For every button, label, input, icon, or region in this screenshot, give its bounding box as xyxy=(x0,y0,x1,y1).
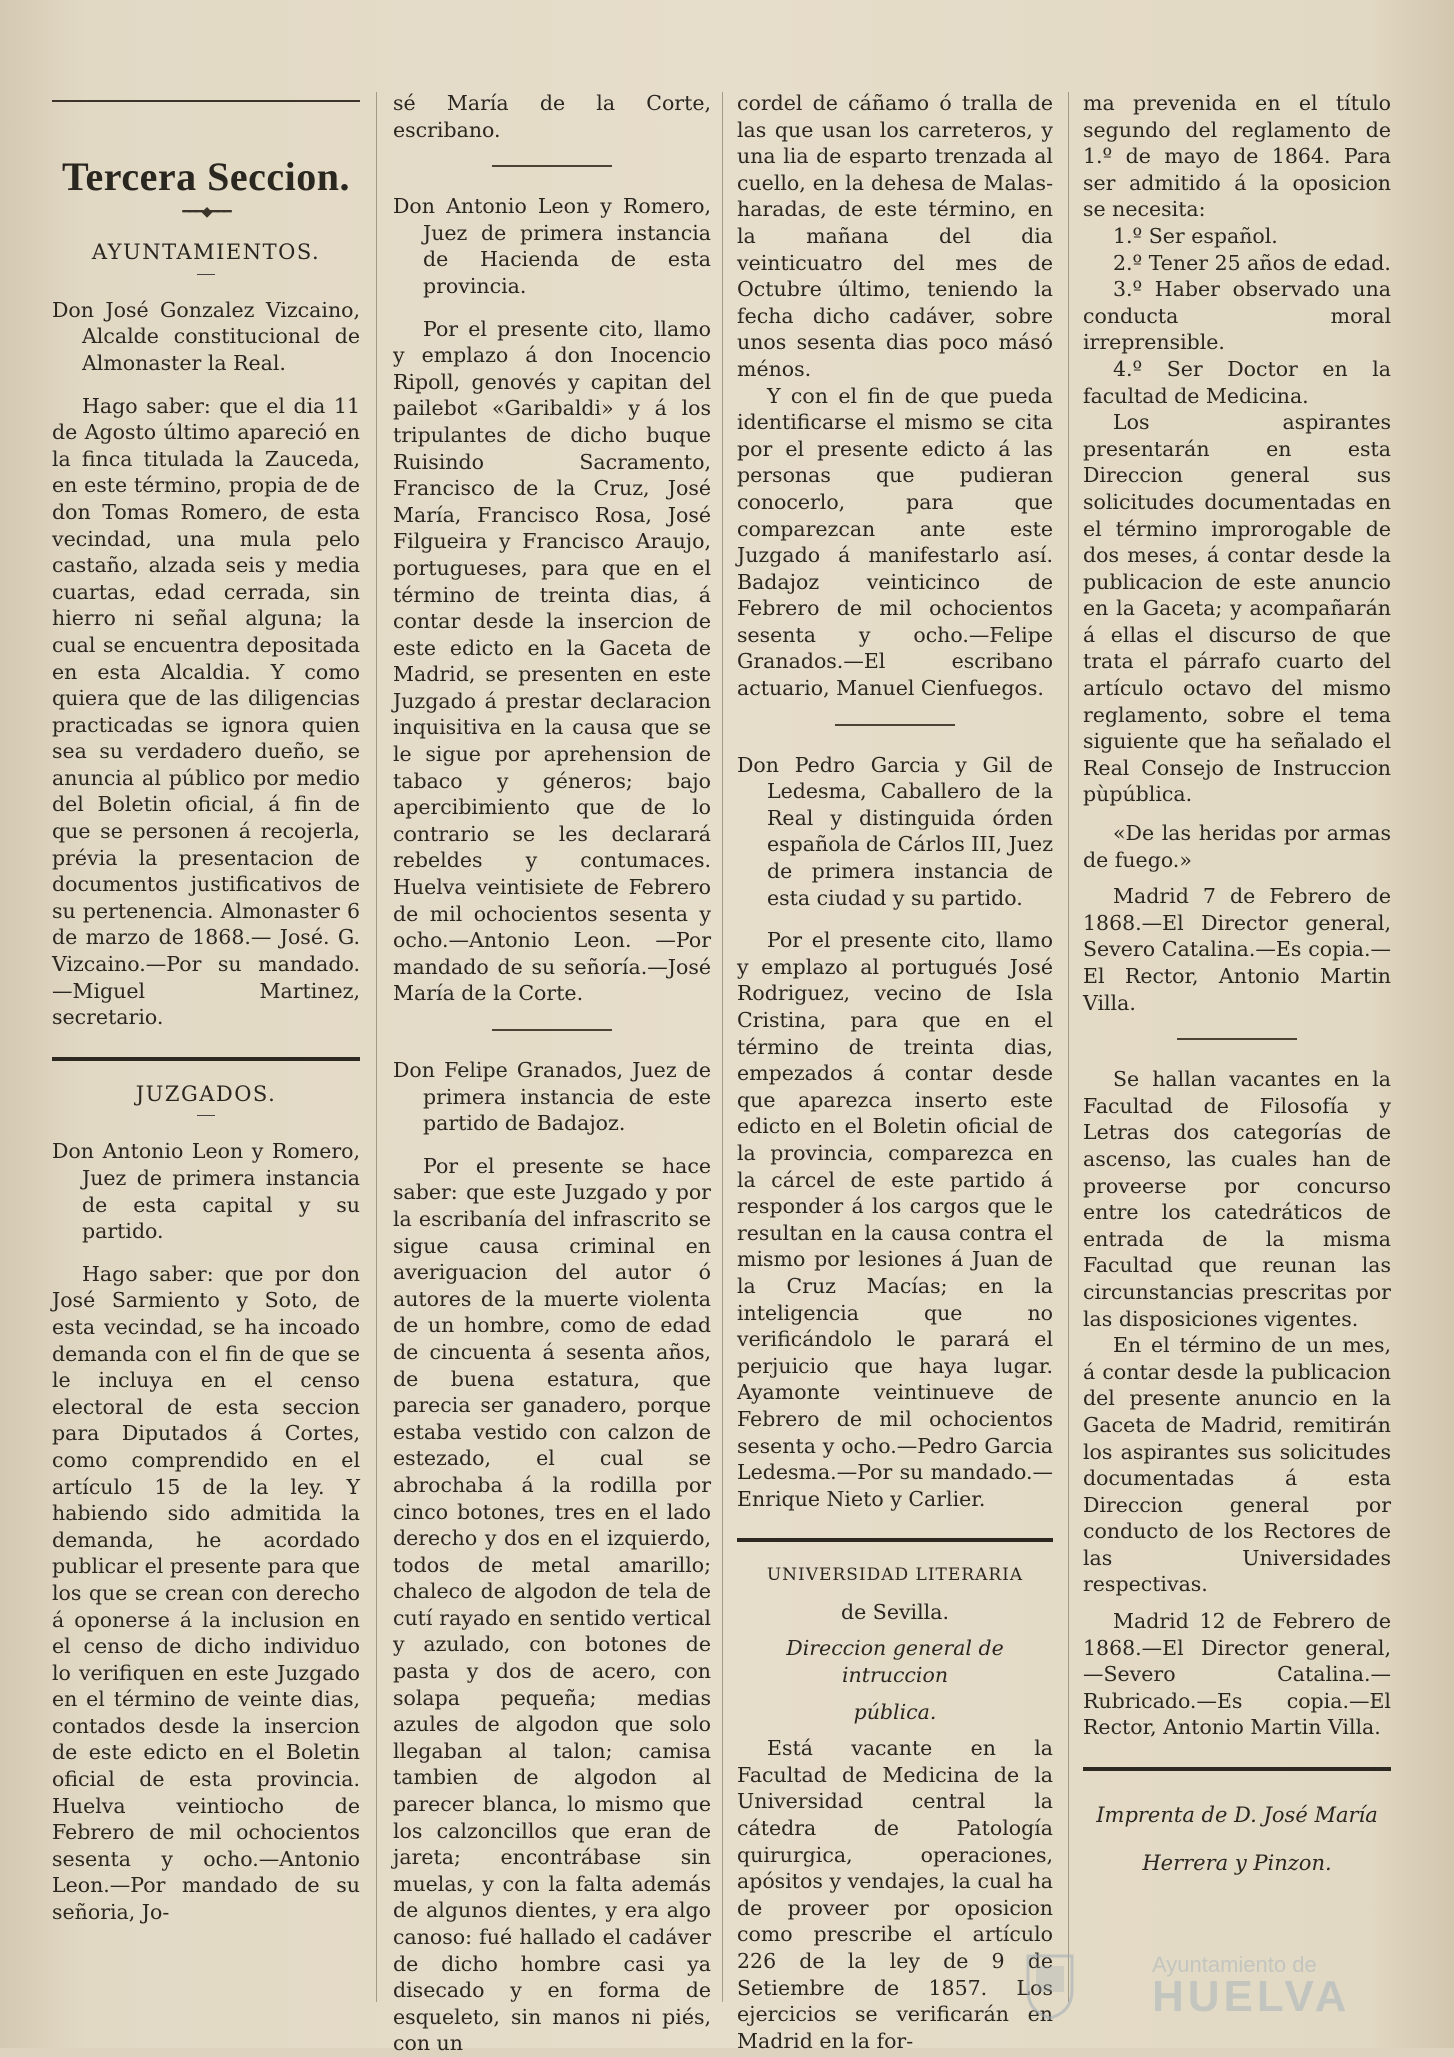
edict-header: Don Pedro Garcia y Gil de Ledesma, Caballero de la Real y distinguida órden española de Cárlos III, Juez de primera instancia de esta ciudad y su partido. xyxy=(737,752,1053,910)
watermark-line: Ayuntamiento de xyxy=(1152,1952,1317,1977)
signature-block: Madrid 12 de Febrero de 1868.—El Director general, —Severo Catalina.—Rubricado.—Es copia.—El Rector, Antonio Martin Villa. xyxy=(1083,1609,1391,1740)
section-title: Tercera Seccion. xyxy=(62,154,350,199)
edict-header: Don José Gonzalez Vizcaino, Alcalde constitucional de Almonaster la Real. xyxy=(52,297,360,375)
section-rule xyxy=(1083,1767,1391,1771)
column-2 xyxy=(393,90,711,2056)
edict-header: Don Felipe Granados, Juez de primera instancia de este partido de Badajoz. xyxy=(393,1058,711,1136)
column-divider xyxy=(376,92,377,2002)
separator-rule xyxy=(835,724,955,726)
separator-rule xyxy=(1177,1038,1297,1040)
section-rule xyxy=(737,1538,1053,1542)
continued-text: cordel de cáñamo ó tralla de las que usan los carreteros, y una lia de esparto trenzada al cuello, en la dehesa de Malas-haradas, de este término, en la mañana del dia veinticuatro del mes de Octubre último, teniendo la fecha dicho cadáver, sobre unos sesenta dias poco másó ménos. xyxy=(737,91,1053,381)
section-rule xyxy=(52,1057,360,1061)
ornament-divider: ━━━◆━━━ xyxy=(182,203,230,220)
edict-body: Por el presente se hace saber: que este Juzgado y por la escribanía del infrascrito se sigue causa criminal en averiguacion del autor ó autores de la muerte violenta de un hombre, como de edad de cincuenta á sesenta años, de buena estatura, que parecia ser ganadero, porque estaba vestido con calzon de estezado, el cual se abrochaba á la rodilla por cinco botones, tres en el lado derecho y dos en el izquierdo, todos de metal amarillo; chaleco de algodon de tela de cutí rayado en sentido vertical y azulado, con botones de pasta y dos de acero, con solapa pequeña; medias azules de algodon que solo llegaban al talon; camisa tambien de algodon al parecer blanca, lo mismo que los calzoncillos que eran de jareta; encontrábase sin muelas, y con la falta además de algunos dientes, y era algo canoso: fué hallado el cadáver de dicho hombre casi ya disecado y en forma de esqueleto, sin manos ni piés, con un xyxy=(393,1153,711,2056)
column-3 xyxy=(737,90,1053,2053)
archive-watermark xyxy=(1024,1950,1384,2020)
dash-divider xyxy=(197,274,215,275)
separator-rule xyxy=(492,165,612,167)
watermark-line: HUELVA xyxy=(1152,1972,1351,2021)
requirement-item: 4.º Ser Doctor en la facultad de Medicina. xyxy=(1083,356,1391,408)
direction-line: pública. xyxy=(853,1699,937,1724)
requirement-item: 2.º Tener 25 años de edad. xyxy=(1113,250,1391,275)
top-rule xyxy=(52,100,360,102)
dash-divider xyxy=(197,1115,215,1116)
announcement-body: Los aspirantes presentarán en esta Direccion general sus solicitudes documentadas en el término improrogable de dos meses, á contar desde la publicacion de este anuncio en la Gaceta; y acompañarán á ellas el discurso de que trata el párrafo cuarto del artículo octavo del mismo reglamento, sobre el tema siguiente que ha señalado el Real Consejo de Instruccion pùpública. xyxy=(1083,410,1391,807)
column-1 xyxy=(52,90,360,2020)
edict-header: Don Antonio Leon y Romero, Juez de primera instancia de esta capital y su partido. xyxy=(52,1139,360,1244)
university-city: de Sevilla. xyxy=(841,1599,949,1624)
edict-body: Hago saber: que el dia 11 de Agosto último apareció en la finca titulada la Zauceda, en este término, propia de de don Tomas Romero, de esta vecindad, una mula pelo castaño, alzada seis y media cuartas, edad cerrada, sin hierro ni señal alguna; la cual se encuentra depositada en esta Alcaldia. Y como quiera que de las diligencias practicadas se ignora quien sea su verdadero dueño, se anuncia al público por medio del Boletin oficial, á fin de que se personen á recojerla, prévia la presentacion de documentos justificativos de su pertenencia. Almonaster 6 de marzo de 1868.— José. G. Vizcaino.—Por su mandado.—Miguel Martinez, secretario. xyxy=(52,393,360,1030)
ayuntamientos-heading: AYUNTAMIENTOS. xyxy=(91,240,321,265)
edict-body: Y con el fin de que pueda identificarse el mismo se cita por el presente edicto á las personas que pudieran conocerlo, para que comparezcan ante este Juzgado á manifestarlo así. Badajoz veinticinco de Febrero de mil ochocientos sesenta y ocho.—Felipe Granados.—El escribano actuario, Manuel Cienfuegos. xyxy=(737,383,1053,701)
column-divider xyxy=(722,92,723,2002)
edict-body: Hago saber: que por don José Sarmiento y Soto, de esta vecindad, se ha incoado demanda con el fin de que se le incluya en el censo electoral de esta seccion para Diputados á Cortes, como comprendido en el artículo 15 de la ley. Y habiendo sido admitida la demanda, he acordado publicar el presente para que los que se crean con derecho á oponerse á la inclusion en el censo de dicho individuo lo verifiquen en este Juzgado en el término de veinte dias, contados desde la insercion de este edicto en el Boletin oficial de esta provincia. Huelva veintiocho de Febrero de mil ochocientos sesenta y ocho.—Antonio Leon.—Por mandado de su señoria, Jo- xyxy=(52,1261,360,1925)
announcement-body: En el término de un mes, á contar desde la publicacion del presente anuncio en la Gaceta de Madrid, remitirán los aspirantes sus solicitudes documentadas á esta Direccion general por conducto de los Rectores de las Universidades respectivas. xyxy=(1083,1333,1391,1597)
continued-text: ma prevenida en el título segundo del reglamento de 1.º de mayo de 1864. Para ser admitido á la oposicion se necesita: xyxy=(1083,91,1391,222)
juzgados-heading: JUZGADOS. xyxy=(135,1081,277,1106)
requirement-item: 1.º Ser español. xyxy=(1113,223,1278,248)
exam-theme: «De las heridas por armas de fuego.» xyxy=(1083,821,1391,872)
direction-line: Direccion general de intruccion xyxy=(786,1636,1004,1688)
announcement-body: Está vacante en la Facultad de Medicina de la Universidad central la cátedra de Patología quirurgica, operaciones, apósitos y vendajes, la cual ha de proveer por oposicion como prescribe el artículo 226 de la ley de 9 de Setiembre de 1857. Los ejercicios se verificarán en Madrid en la for- xyxy=(737,1736,1053,2053)
imprint xyxy=(1083,1791,1391,1887)
column-divider xyxy=(1068,92,1069,2002)
continued-text: sé María de la Corte, escribano. xyxy=(393,91,711,142)
university-heading: UNIVERSIDAD LITERARIA xyxy=(766,1565,1024,1586)
announcement-body: Se hallan vacantes en la Facultad de Filosofía y Letras dos categorías de ascenso, las cuales han de proveerse por concurso entre los catedráticos de entrada de la misma Facultad que reunan las circunstancias prescritas por las disposiciones vigentes. xyxy=(1083,1067,1391,1331)
edict-body: Por el presente cito, llamo y emplazo al portugués José Rodriguez, vecino de Isla Cristina, para que en el término de treinta dias, empezados á contar desde que aparezca inserto este edicto en el Boletin oficial de la provincia, comparezca en la cárcel de este partido á responder á los cargos que le resultan en la causa contra el mismo por lesiones á Juan de la Cruz Macías; en la inteligencia que no verificándolo le parará el perjuicio que haya lugar. Ayamonte veintinueve de Febrero de mil ochocientos sesenta y ocho.—Pedro Garcia Ledesma.—Por su mandado.— Enrique Nieto y Carlier. xyxy=(737,928,1053,1511)
requirement-item: 3.º Haber observado una conducta moral irreprensible. xyxy=(1083,277,1391,355)
signature-block: Madrid 7 de Febrero de 1868.—El Director general, Severo Catalina.—Es copia.— El Rector, Antonio Martin Villa. xyxy=(1083,884,1391,1015)
edict-body: Por el presente cito, llamo y emplazo á don Inocencio Ripoll, genovés y capitan del pailebot «Garibaldi» y á los tripulantes de dicho buque Ruisindo Sacramento, Francisco de la Cruz, José María, Francisco Rosa, José Filgueira y Francisco Araujo, portugueses, para que en el término de treinta dias, á contar desde la insercion de este edicto en la Gaceta de Madrid, se presenten en este Juzgado á prestar declaracion inquisitiva en la causa que se le sigue por aprehension de tabaco y géneros; bajo apercibimiento que de lo contrario se les declarará rebeldes y contumaces. Huelva veintisiete de Febrero de mil ochocientos sesenta y ocho.—Antonio Leon. —Por mandado de su señoría.—José María de la Corte. xyxy=(393,316,711,1006)
separator-rule xyxy=(492,1029,612,1031)
imprint-line: Herrera y Pinzon. xyxy=(1142,1851,1332,1876)
column-4 xyxy=(1083,90,1391,2020)
edict-header: Don Antonio Leon y Romero, Juez de primera instancia de Hacienda de esta provincia. xyxy=(393,194,711,298)
coat-of-arms-icon xyxy=(1024,1950,1076,2020)
imprint-line: Imprenta de D. José María xyxy=(1096,1803,1378,1828)
